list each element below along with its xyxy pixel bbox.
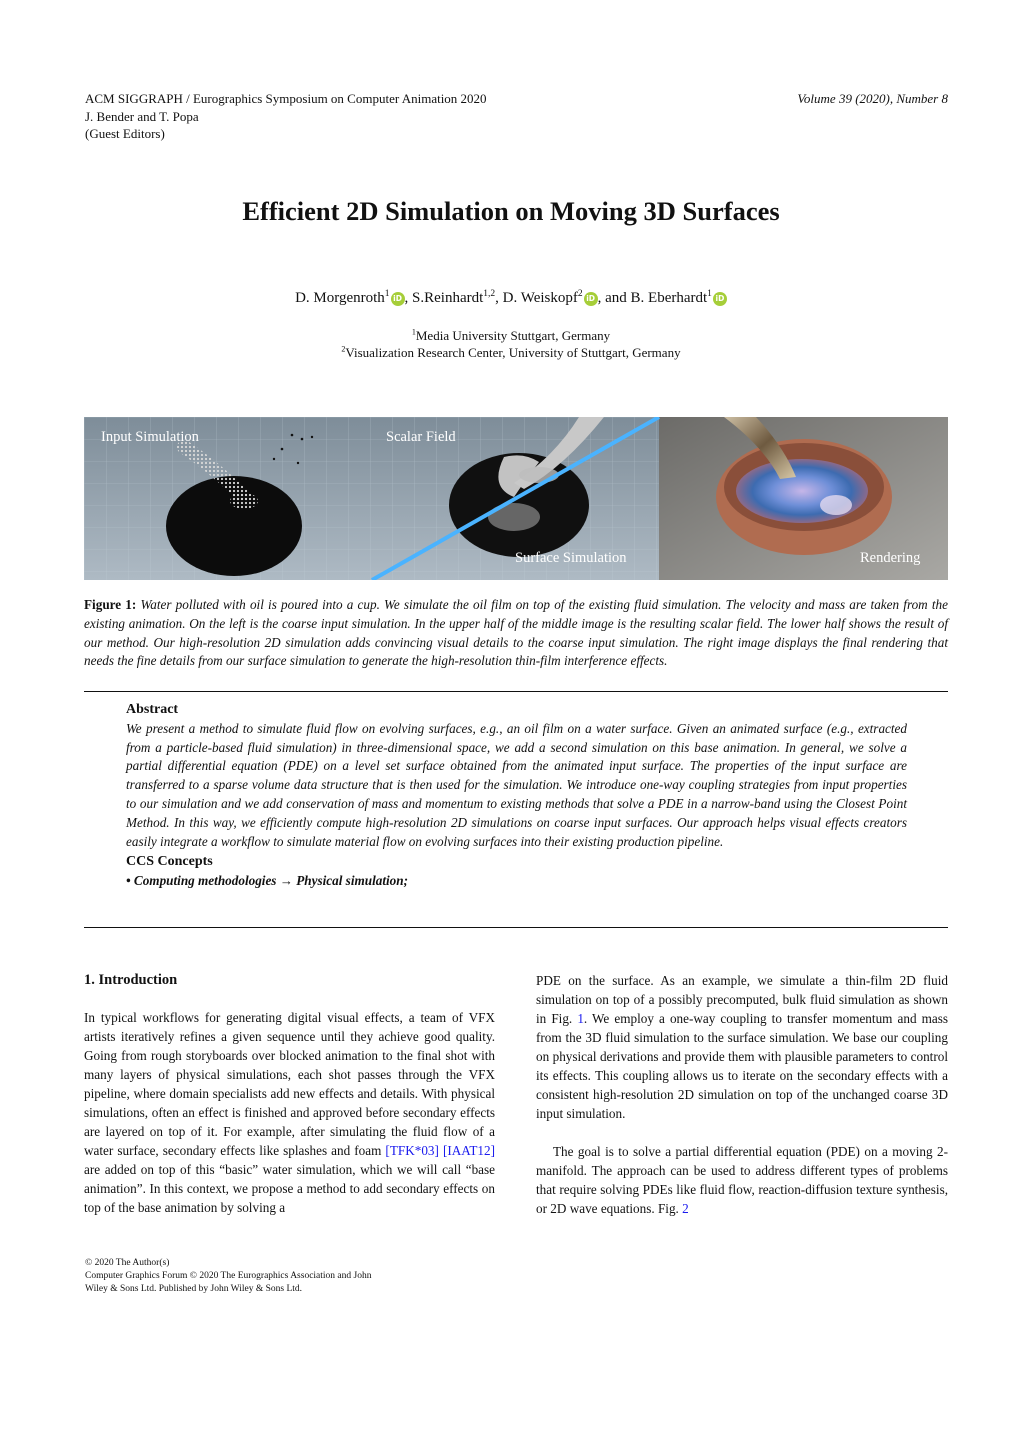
author-list <box>0 290 1022 307</box>
author-affil-sup: 2 <box>577 289 583 299</box>
citation-link[interactable]: [IAAT12] <box>442 1143 495 1158</box>
copyright-footer <box>85 1257 415 1296</box>
figure-ref-link[interactable]: 1 <box>577 1011 584 1026</box>
column-left <box>84 971 495 1217</box>
intro-text: The goal is to solve a partial differential equation (PDE) on a moving 2-manifold. The approach can be used to address different types of problems that require solving PDEs like fluid flow, reaction-diffusion texture synthesis, or 2D wave equations. Fig. <box>536 1144 948 1216</box>
footer-line: Wiley & Sons Ltd. Published by John Wiley & Sons Ltd. <box>85 1284 303 1294</box>
header-venue-line: ACM SIGGRAPH / Eurographics Symposium on Computer Animation 2020 <box>85 91 487 106</box>
author-affil-sup: 1,2 <box>483 289 496 299</box>
paper-title: Efficient 2D Simulation on Moving 3D Surfaces <box>242 196 780 226</box>
label-input-simulation: Input Simulation <box>101 429 199 445</box>
ccs-arrow: → <box>279 873 293 889</box>
header-editors-line: J. Bender and T. Popa <box>85 108 199 124</box>
intro-text: are added on top of this “basic” water simulation, which we will call “base animation”. In this context, we propose a method to add secondary effects on top of the base animation by solving a <box>84 1162 495 1215</box>
intro-text: . We employ a one-way coupling to transfer momentum and mass from the 3D fluid simulation to the surface simulation. We base our coupling on physical derivations and provide them with plausible parameters to control its effects. This coupling allows us to iterate on the secondary effects with a consistent high-resolution 2D simulation on top of the unchanged coarse 3D input simulation. <box>536 1011 948 1121</box>
affiliation-sup: 2 <box>341 344 346 354</box>
affiliation <box>0 328 1022 344</box>
divider-top <box>84 691 948 692</box>
orcid-icon[interactable]: iD <box>584 292 598 306</box>
author-name: D. Weiskopf <box>502 290 578 306</box>
affiliation <box>0 345 1022 361</box>
header-volume: Volume 39 (2020), Number 8 <box>797 91 948 106</box>
abstract-text: We present a method to simulate fluid flow on evolving surfaces, e.g., an oil film on a water surface. Given an animated surface (e.g., extracted from a particle-based fluid simulation) in three-dimensional space, we add a second simulation on this base animation. In general, we solve a partial differential equation (PDE) on a level set surface obtained from the animated input surface. The properties of the input surface are transferred to a sparse volume data structure that is then used for the simulation. We introduce one-way coupling strategies from input properties to our simulation and we add conservation of mass and momentum to existing methods that solve a PDE in a narrow-band using the Closest Point Method. In this way, we efficiently compute high-resolution 2D simulations on coarse input surfaces. Our approach helps visual effects creators easily integrate a workflow to simulate material flow on evolving surfaces into their existing production pipeline. <box>126 720 907 849</box>
label-rendering: Rendering <box>860 550 921 566</box>
abstract-block <box>126 701 907 891</box>
figure-caption <box>84 596 948 671</box>
author-affil-sup: 1 <box>707 289 712 299</box>
ccs-heading: CCS Concepts <box>126 854 213 870</box>
abstract-heading: Abstract <box>126 702 179 717</box>
orcid-icon[interactable]: iD <box>713 292 727 306</box>
affiliation-sup: 1 <box>411 327 416 337</box>
intro-text: In typical workflows for generating digital visual effects, a team of VFX artists iteratively refines a given sequence until they achieve good quality. Going from rough storyboards over blocked animation to the final shot with many layers of physical simulations, each shot passes through the VFX pipeline, where domain specialists add new effects and details. With physical simulations, often an effect is finished and approved before secondary effects are layered on top of it. For example, after simulating the fluid flow of a water surface, secondary effects like splashes and foam <box>84 1010 495 1158</box>
orcid-icon[interactable]: iD <box>391 292 405 306</box>
intro-text: PDE on the surface. As an example, we simulate a thin-film 2D fluid simulation on top of a possibly precomputed, bulk fluid simulation as shown in Fig. <box>536 973 948 1026</box>
ccs-concepts <box>126 872 907 891</box>
header-guest-line: (Guest Editors) <box>85 126 165 141</box>
author-separator: , and <box>597 290 631 306</box>
author-name: S.Reinhardt <box>412 290 484 306</box>
author-separator: , <box>404 290 413 306</box>
ccs-right: Physical simulation; <box>296 873 408 889</box>
author-name: D. Morgenroth <box>295 290 385 306</box>
author-separator: , <box>495 290 503 306</box>
author-affil-sup: 1 <box>384 289 390 299</box>
author-name: B. Eberhardt <box>630 290 708 306</box>
affiliation-text: Media University Stuttgart, Germany <box>415 328 611 343</box>
figure-caption-text: Water polluted with oil is poured into a cup. We simulate the oil film on top of the existing fluid simulation. The velocity and mass are taken from the existing animation. On the left is the coarse input simulation. In the upper half of the middle image is the resulting scalar field. The lower half shows the result of our method. Our high-resolution 2D simulation adds convincing visual details to the coarse input simulation. The right image displays the final rendering that needs the fine details from our surface simulation to generate the high-resolution thin-film interference effects. <box>84 597 948 669</box>
citation-link[interactable]: [TFK*03] <box>385 1143 439 1158</box>
footer-line: Computer Graphics Forum © 2020 The Eurographics Association and John <box>85 1271 372 1281</box>
column-right <box>536 971 948 1218</box>
figure-ref-link[interactable]: 2 <box>682 1201 689 1216</box>
ccs-left: Computing methodologies <box>133 873 277 889</box>
footer-line: © 2020 The Author(s) <box>85 1258 170 1268</box>
intro-paragraph-2 <box>536 971 948 1123</box>
intro-paragraph-1 <box>84 1008 495 1217</box>
figure-caption-label: Figure 1: <box>84 597 137 612</box>
label-surface-simulation: Surface Simulation <box>515 550 627 566</box>
section-heading-introduction: 1. Introduction <box>84 972 178 988</box>
header-venue <box>85 90 487 143</box>
affiliation-text: Visualization Research Center, University of Stuttgart, Germany <box>345 345 681 360</box>
divider-bottom <box>84 927 948 928</box>
label-scalar-field: Scalar Field <box>386 429 456 445</box>
oil-film <box>736 459 868 523</box>
ccs-bullet: • <box>126 873 131 889</box>
intro-paragraph-3 <box>536 1142 948 1218</box>
teaser-figure <box>84 417 948 580</box>
